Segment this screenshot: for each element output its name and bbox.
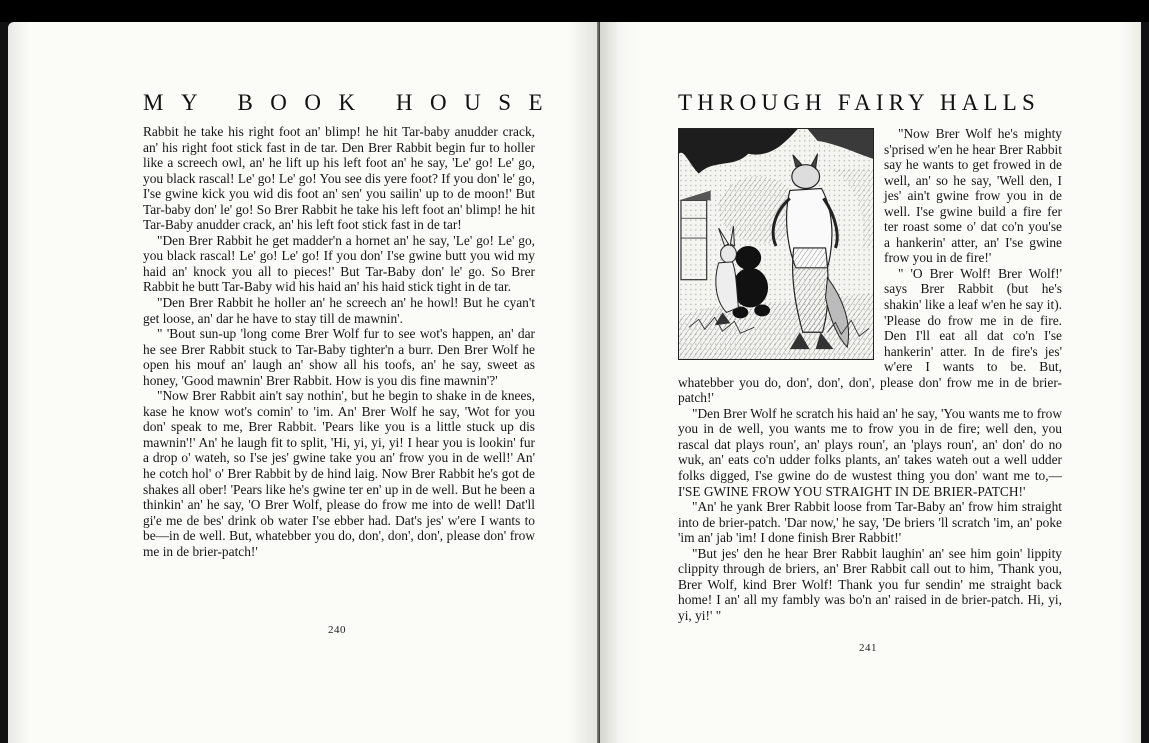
left-page-text (143, 124, 535, 559)
illustration-brer-wolf-and-rabbit (678, 128, 874, 360)
paragraph: " 'Bout sun-up 'long come Brer Wolf fur to see wot's happen, an' dar he see Brer Rabbit stuck to Tar-Baby tighter'n a burr. Den Brer Wolf he open his mouf an' laugh an' show all his toofs, an' he say, sweet as honey, 'Good mawnin' Brer Rabbit. How is you dis fine mawnin'?' (143, 326, 535, 388)
right-page-number: 241 (859, 642, 877, 654)
paragraph: Rabbit he take his right foot an' blimp! he hit Tar-baby anudder crack, an' his right foot stick fast in de tar. Den Brer Rabbit begin fur to holler like a screech owl, an' he lift up his left foot an' he say, 'Le' go! Le' go, you black rascal! Le' go! Le' go! You see dis yere foot? If you don' le' go, I'se gwine kick you wid dis foot an' sen' you sailin' up to de moon!' But Tar-baby don' le' go! So Brer Rabbit he take his left foot an' blimp! he hit Tar-Baby anudder crack, an' his left foot stick fast in de tar! (143, 124, 535, 233)
paragraph: "Now Brer Rabbit ain't say nothin', but he begin to shake in de knees, kase he know wot's comin' to 'im. An' Brer Wolf he say, 'Wot for you don' speak to me, Brer Rabbit. 'Pears like you is a little stuck up dis mawnin'!' An' he laugh fit to split, 'Hi, yi, yi, yi! I hear you is lookin' fur a drop o' wateh, so I'se jes' gwine take you an' frow you in de well!' An' he cotch hol' o' Brer Rabbit by de hind laig. Now Brer Rabbit he's got de shakes all ober! 'Pears like he's gwine ter en' up in de well. But he been a thinkin' an' he say, 'O Brer Wolf, please do frow me into de well! Dat'll gi'e me de bes' drink ob water I'se ebber had. Dat's jes' w'ere I wants to be—in de well. But, whatebber you do, don', don', don', please don' frow me in de brier-patch!' (143, 388, 535, 559)
left-page (8, 22, 600, 743)
paragraph: "Den Brer Rabbit he get madder'n a hornet an' he say, 'Le' go! Le' go, you black rascal! Le' go! Le' go! If you don' I'se gwine butt you wid my haid an' knock you all to pieces!' But Tar-Baby don' le' go. So Brer Rabbit he butt Tar-Baby wid his haid an' his haid stick tight in de tar. (143, 232, 535, 295)
right-page-text (678, 126, 1062, 624)
left-page-header: MY BOOK HOUSE (143, 90, 561, 115)
illustration-drawing (679, 129, 873, 359)
paragraph: "Now Brer Wolf he's mighty s'prised w'en he hear Brer Rabbit say he wants to get frowed in de well, an' so he say, 'Well den, I jes' ain't gwine frow you in de well. I'se gwine build a fire fer ter roast some o' dat co'n you'se a hankerin' atter, an' I'se gwine frow you in de fire!' (884, 126, 1062, 266)
paragraph: "An' he yank Brer Rabbit loose from Tar-Baby an' frow him straight into de brier-patch. 'Dar now,' he say, 'De briers 'll scratch 'im, an' poke 'im an' jab 'im! I done finish Brer Rabbit!' (678, 499, 1062, 546)
right-page (600, 22, 1141, 743)
paragraph: "But jes' den he hear Brer Rabbit laughin' an' see him goin' lippity clippity through de briers, an' Brer Rabbit call out to him, 'Thank you, Brer Wolf, kind Brer Wolf! Thank you fur sendin' me straight back home! I an' all my fambly was bo'n an' raised in de brier-patch. Hi, yi, yi, yi!' " (678, 545, 1062, 623)
left-page-number: 240 (328, 624, 346, 636)
paragraph: " 'O Brer Wolf! Brer Wolf!' says Brer Rabbit (but he's shakin' like a leaf w'en he say it). 'Please do frow me in de fire. Den I'll eat all dat co'n I'se hankerin' atter. In de fire's jes' w'ere I wants to be. But, whatebber you do, don', don', don', please don' frow me in de brier-patch!' (678, 265, 1062, 406)
right-page-header: THROUGH FAIRY HALLS (678, 90, 1041, 115)
paragraph: "Den Brer Wolf he scratch his haid an' he say, 'You wants me to frow you in de well, you wants me to frow you in de fire; well den, you rascal dat plays roun', an' plays roun', an 'plays roun', an' don' do no wuk, an' eats co'n udder folks plants, an' takes wateh out a well udder folks digged, I'se gwine do de wustest thing you don' want me to,—I'SE GWINE FROW YOU STRAIGHT IN DE BRIER-PATCH!' (678, 405, 1062, 499)
paragraph: "Den Brer Rabbit he holler an' he screech an' he howl! But he cyan't get loose, an' dar he have to stay till de mawnin'. (143, 295, 535, 326)
